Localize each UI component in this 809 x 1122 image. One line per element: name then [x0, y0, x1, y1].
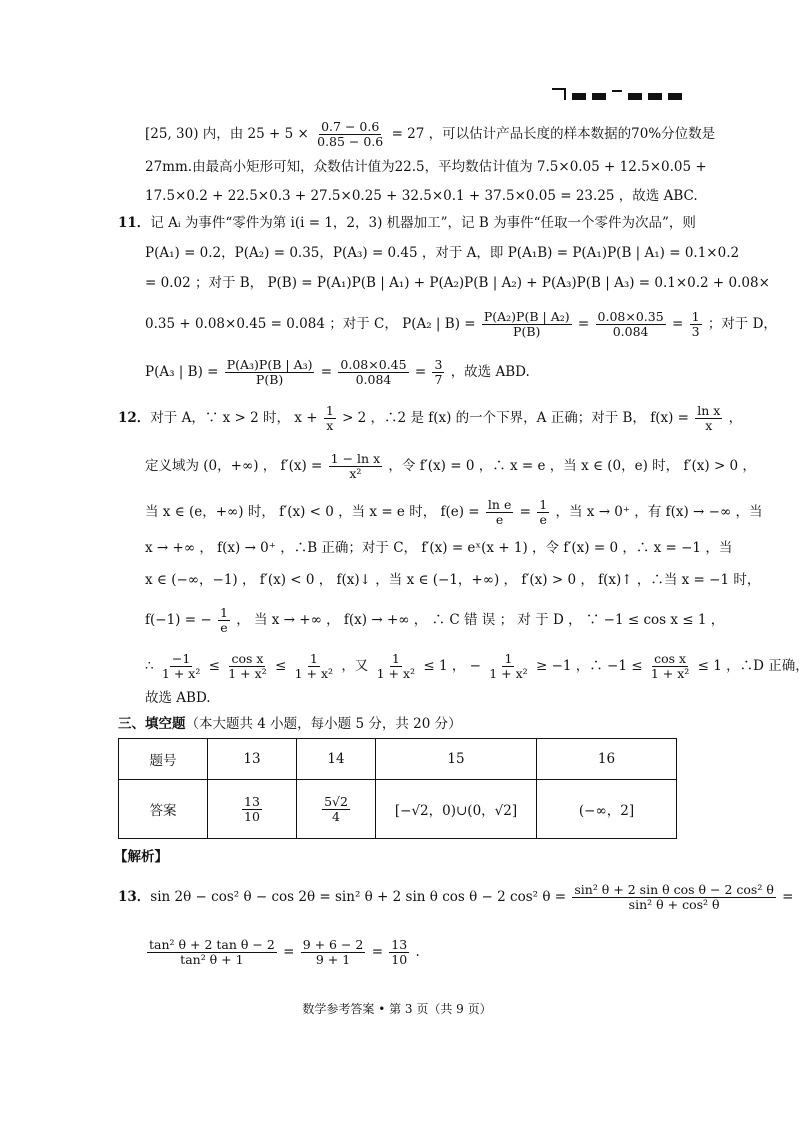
fraction: $\frac{\text{cos x}}{\text{1 + x²}}$ [228, 651, 267, 681]
header-bars [552, 88, 682, 100]
table-cell: 题号 [119, 739, 208, 780]
page-footer: 数学参考答案 • 第 3 页（共 9 页） [302, 1002, 492, 1016]
q12-line-5: x ∈ (−∞，−1) ， f′(x) < 0 ， f(x)↓ ，当 x ∈ (−1，+∞) ， f′(x) > 0 ， f(x)↑ ，∴当 x = −1 时， [145, 572, 761, 588]
text: ≤ [208, 658, 220, 674]
q12-line-4: x → +∞ ， f(x) → 0⁺ ，∴B 正确；对于 C， f′(x) = eˣ(x + 1) ，令 f′(x) = 0 ，∴ x = −1 ，当 [145, 540, 733, 556]
fraction: $\frac{\text{1 − ln x}}{\text{x²}}$ [330, 451, 381, 481]
text: P(A₃ | B) = [145, 364, 219, 380]
fraction: $\frac{13}{10}$ [244, 793, 260, 824]
fraction: $\frac{0.7 - 0.6}{0.85 - 0.6}$ [317, 119, 384, 149]
text: = [671, 316, 684, 332]
text: ≤ 1 ， − [423, 658, 481, 674]
header-bar [668, 93, 682, 100]
fraction: $\frac{9 + 6 - 2}{9 + 1}$ [302, 937, 364, 967]
text: > 2 ，∴2 是 f(x) 的一个下界，A 正确；对于 B， f(x) = [342, 410, 689, 426]
text: ， 当 x → +∞ ， f(x) → +∞ ， ∴ C 错 误 ； 对 于 D ， ∵ −1 ≤ cos x ≤ 1 ， [236, 612, 725, 628]
fraction: $\frac{1}{e}$ [219, 605, 228, 635]
text: [25, 30) 内，由 25 + 5 × [145, 126, 309, 142]
q12-line-8: 故选 ABD. [145, 690, 211, 706]
text: = [371, 944, 383, 960]
q12-line-1 [118, 404, 742, 433]
question-number: 13． [118, 889, 151, 905]
text: ， [728, 410, 743, 426]
text: = [577, 316, 590, 332]
fraction: $\frac{0.08\times 0.35}{0.084}$ [597, 309, 664, 339]
text: = [283, 944, 295, 960]
text: 记 Aᵢ 为事件“零件为第 i(i = 1，2，3) 机器加工”，记 B 为事件“任取一个零件为次品”，则 [150, 215, 696, 231]
table-cell: 14 [297, 739, 376, 780]
question-number: 11． [118, 215, 151, 231]
q11-line-1 [118, 213, 696, 233]
header-bar [592, 93, 606, 100]
table-cell: 13 [208, 739, 297, 780]
text: 对于 A，∵ x > 2 时， x + [150, 410, 318, 426]
text: ，令 f′(x) = 0 ，∴ x = e ，当 x ∈ (0，e) 时， f′(x) > 0 ， [388, 458, 756, 474]
q11-line-5 [145, 358, 530, 387]
text: f(−1) = − [145, 612, 212, 628]
section-subtitle: （本大题共 4 小题，每小题 5 分，共 20 分） [185, 716, 462, 732]
fraction: $\frac{-1}{\text{1 + x²}}$ [161, 651, 201, 681]
fraction: $\frac{\text{P(A₂)P(B | A₂)}}{P(B)}$ [483, 309, 570, 339]
text: ≥ −1 ，∴ −1 ≤ [535, 658, 643, 674]
fraction: $\frac{1}{3}$ [691, 309, 700, 339]
text: 定义域为 (0，+∞) ， f′(x) = [145, 458, 323, 474]
q10-line-2: 27mm.由最高小矩形可知，众数估计值为22.5，平均数估计值为 7.5×0.05 + 12.5×0.05 + [145, 159, 707, 175]
text: ≤ [274, 658, 287, 674]
table-header-row [119, 739, 677, 780]
fraction: $\frac{1}{\text{1 + x²}}$ [294, 651, 334, 681]
text: = [414, 364, 427, 380]
text: ，故选 ABD. [450, 364, 530, 380]
fraction: $\frac{\text{sin² θ + 2 sin θ cos θ − 2 cos² θ}}{\text{sin² θ + cos² θ}}$ [574, 882, 774, 912]
q12-line-2 [145, 452, 756, 481]
header-corner-mark [552, 88, 566, 100]
text: sin 2θ − cos² θ − cos 2θ = sin² θ + 2 sin θ cos θ − 2 cos² θ = [150, 889, 567, 905]
table-row [119, 780, 677, 839]
fraction: $\frac{1}{e}$ [539, 497, 548, 527]
text: 当 x ∈ (e，+∞) 时， f′(x) < 0 ，当 x = e 时， f(e) = [145, 504, 480, 520]
q10-line-1 [145, 120, 715, 149]
table-cell: 15 [376, 739, 537, 780]
header-dash [612, 90, 622, 92]
table-cell [208, 780, 297, 839]
text: ；对于 D， [707, 316, 777, 332]
q10-line-3: 17.5×0.2 + 22.5×0.3 + 27.5×0.25 + 32.5×0.1 + 37.5×0.05 = 23.25 ，故选 ABC. [145, 188, 698, 204]
fraction: $\frac{1}{x}$ [325, 403, 334, 433]
fraction: $\frac{\text{P(A₃)P(B | A₃)}}{P(B)}$ [226, 357, 313, 387]
q13-line-2 [145, 938, 420, 967]
q11-line-3: = 0.02 ；对于 B， P(B) = P(A₁)P(B | A₁) + P(A₂)P(B | A₂) + P(A₃)P(B | A₃) = 0.1×0.2 + 0.08× [145, 275, 770, 291]
q13-line-1 [118, 883, 793, 912]
fraction: $\frac{1}{\text{1 + x²}}$ [489, 651, 528, 681]
q11-line-4 [145, 310, 777, 339]
fraction: $\frac{\text{ln e}}{e}$ [487, 497, 512, 527]
text: = [320, 364, 333, 380]
fraction: $\frac{\text{tan² θ + 2 tan θ − 2}}{\text{tan² θ + 1}}$ [149, 937, 275, 967]
text: ≤ 1 ，∴D 正确， [697, 658, 809, 674]
answer-table [118, 738, 677, 839]
text: = 27 ，可以估计产品长度的样本数据的70%分位数是 [391, 126, 716, 142]
text: ，当 x → 0⁺ ，有 f(x) → −∞ ，当 [555, 504, 763, 520]
header-bar [648, 93, 662, 100]
fraction: $\frac{0.08\times 0.45}{0.084}$ [340, 357, 407, 387]
section-heading [118, 714, 462, 734]
fraction: $\frac{5√2}{4}$ [324, 793, 348, 824]
question-number: 12． [118, 410, 151, 426]
header-bar [628, 93, 642, 100]
q12-line-7 [145, 652, 809, 681]
fraction: $\frac{1}{\text{1 + x²}}$ [376, 651, 416, 681]
fraction: $\frac{\text{ln x}}{x}$ [697, 403, 721, 433]
fraction: $\frac{\text{cos x}}{\text{1 + x²}}$ [650, 651, 690, 681]
q12-line-3 [145, 498, 762, 527]
text: . [415, 944, 420, 960]
text: = [782, 889, 794, 905]
q12-line-6 [145, 606, 724, 635]
text: = [519, 504, 531, 520]
table-cell [297, 780, 376, 839]
analysis-label: 【解析】 [114, 849, 168, 865]
fraction: $\frac{13}{10}$ [391, 937, 408, 967]
table-cell: 答案 [119, 780, 208, 839]
header-bar [572, 93, 586, 100]
text: ∴ [145, 658, 154, 674]
section-title: 三、填空题 [118, 716, 186, 732]
text: ，又 [341, 658, 369, 674]
table-cell: (−∞，2] [537, 780, 677, 839]
q11-line-2: P(A₁) = 0.2，P(A₂) = 0.35，P(A₃) = 0.45 ，对于 A，即 P(A₁B) = P(A₁)P(B | A₁) = 0.1×0.2 [145, 245, 740, 261]
table-cell: [−√2，0)∪(0，√2] [376, 780, 537, 839]
table-cell: 16 [537, 739, 677, 780]
text: 0.35 + 0.08×0.45 = 0.084 ；对于 C， P(A₂ | B) = [145, 316, 476, 332]
fraction: $\frac{3}{7}$ [434, 357, 443, 387]
